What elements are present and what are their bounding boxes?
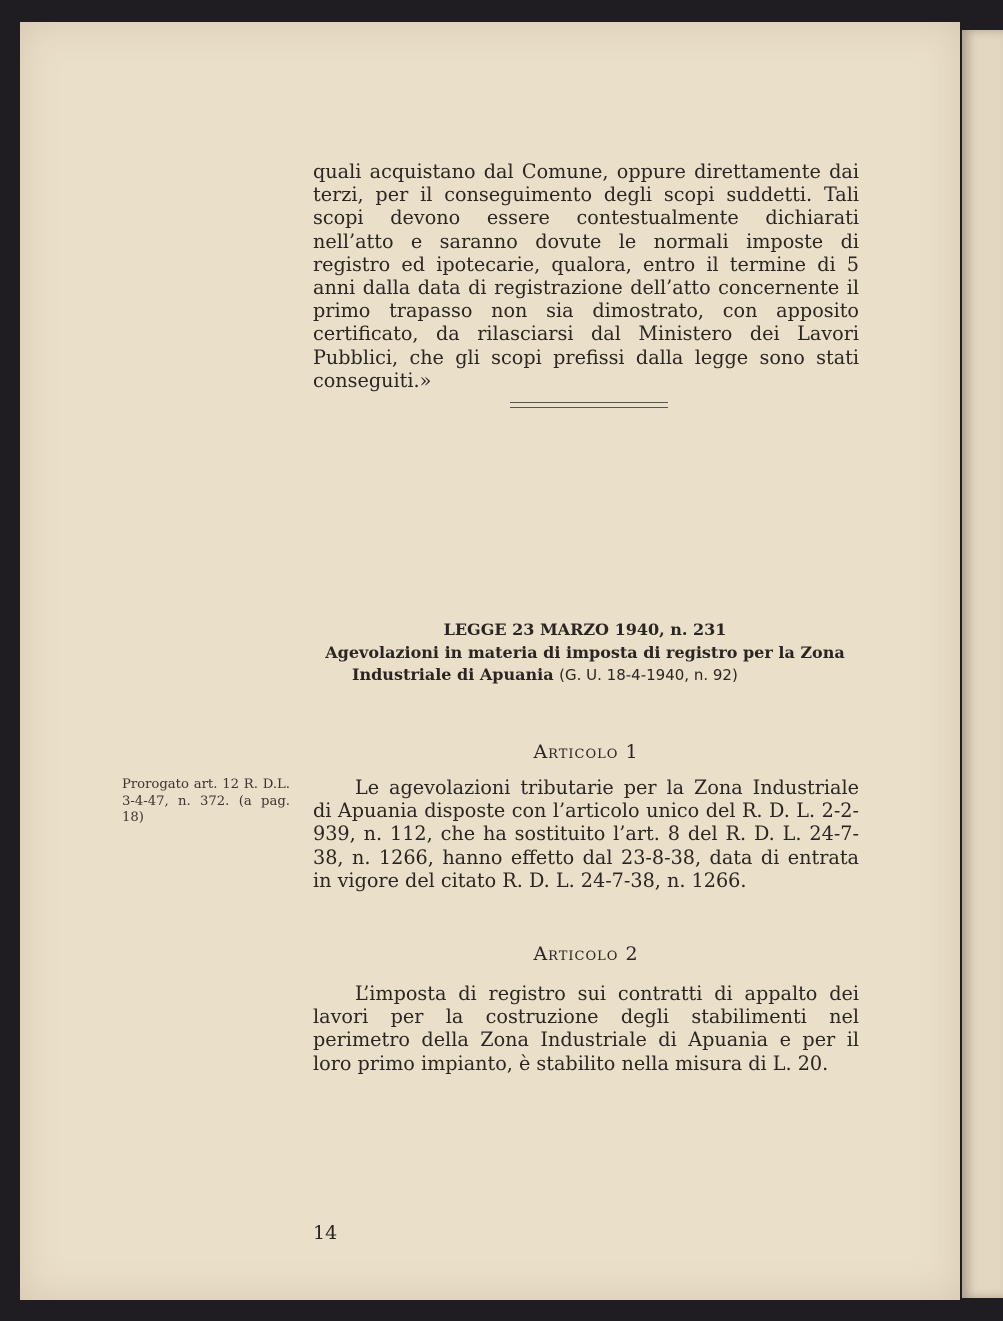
law-heading: LEGGE 23 MARZO 1940, n. 231 [443,620,727,639]
gazette-reference: (G. U. 18-4-1940, n. 92) [559,666,738,684]
law-subtitle-text: Industriale di Apuania [352,665,554,684]
page-number: 14 [313,1222,338,1244]
article-2-heading: Articolo 2 [533,943,639,965]
facing-page-edge [962,30,1003,1298]
article-2-text: L’imposta di registro sui contratti di appalto dei lavori per la costruzione degli stabilimenti nel perimetro della Zona Industriale di Apuania e per il loro primo impianto, è stabilito nella misura di L. 20. [313,982,859,1075]
top-paragraph: quali acquistano dal Comune, oppure direttamente dai terzi, per il conseguimento degli scopi suddetti. Tali scopi devono essere contestualmente dichiarati nell’atto e saranno dovute le normali imposte di registro ed ipotecarie, qualora, entro il termine di 5 anni dalla data di registrazione dell’atto concernente il primo trapasso non sia dimostrato, con apposito certificato, da rilasciarsi dal Ministero dei Lavori Pubblici, che gli scopi prefissi dalla legge sono stati conseguiti.» [313,160,859,392]
law-subtitle-line2 [352,665,852,684]
law-subtitle-line1: Agevolazioni in materia di imposta di registro per la Zona [325,643,845,662]
article-1-text: Le agevolazioni tributarie per la Zona Industriale di Apuania disposte con l’articolo unico del R. D. L. 2-2-939, n. 112, che ha sostituito l’art. 8 del R. D. L. 24-7-38, n. 1266, hanno effetto dal 23-8-38, data di entrata in vigore del citato R. D. L. 24-7-38, n. 1266. [313,776,859,892]
section-divider [510,402,668,408]
article-1-heading: Articolo 1 [533,741,639,763]
margin-note: Prorogato art. 12 R. D.L. 3-4-47, n. 372. (a pag. 18) [122,777,290,825]
